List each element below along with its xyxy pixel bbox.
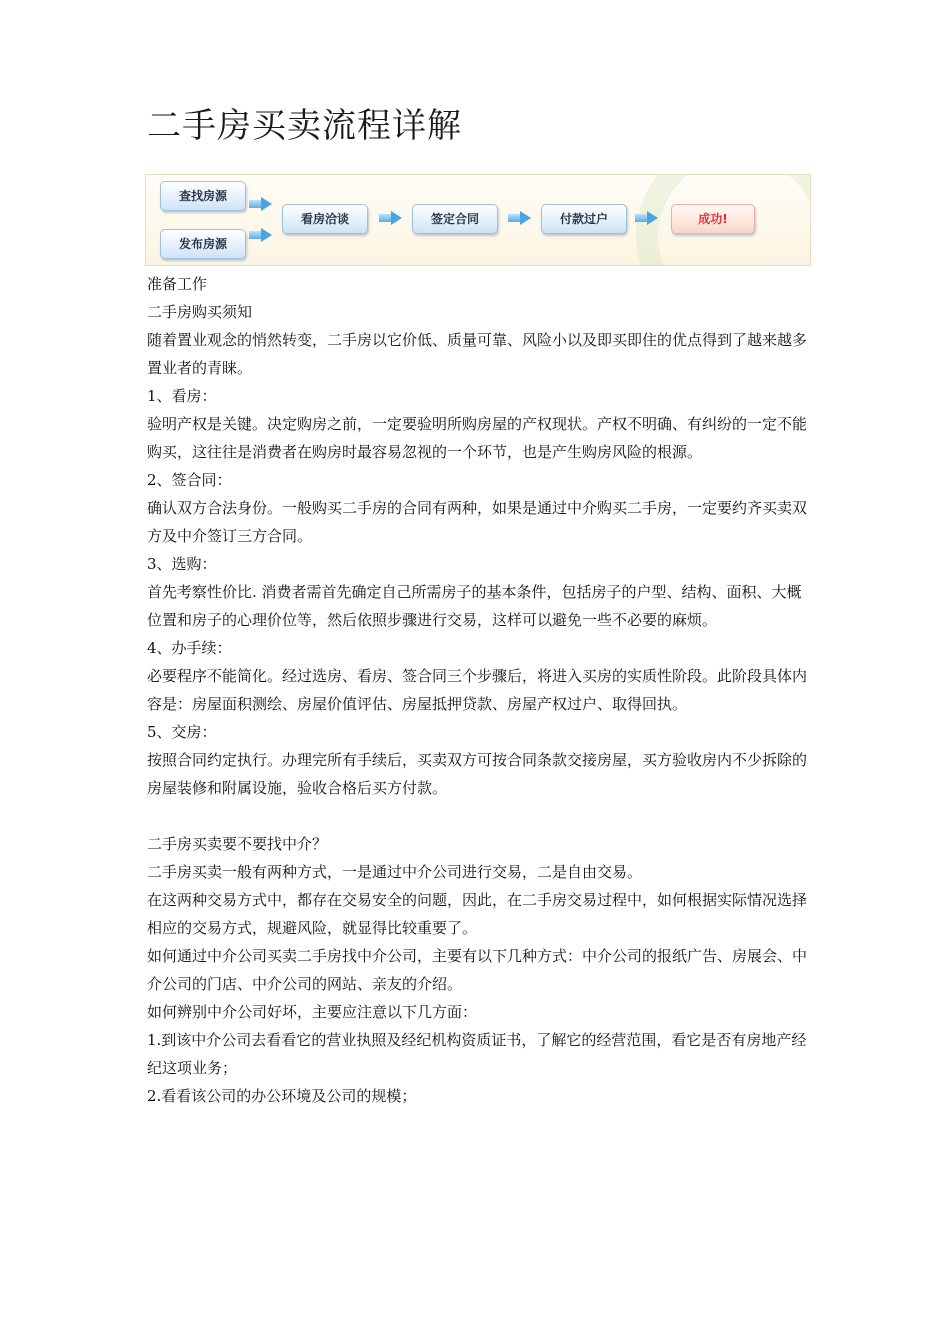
page-title: 二手房买卖流程详解: [147, 106, 462, 146]
step-heading: 4、办手续：: [147, 639, 232, 657]
paragraph: 按照合同约定执行。办理完所有手续后，买卖双方可按合同条款交接房屋，买方验收房内不少拆除的房屋装修和附属设施，验收合格后买方付款。: [147, 751, 808, 797]
arrow-right-icon: [635, 211, 659, 225]
subheading: 二手房购买须知: [147, 303, 253, 321]
arrow-right-icon: [379, 211, 403, 225]
question-heading: 二手房买卖要不要找中介？: [147, 835, 328, 853]
paragraph: 确认双方合法身份。一般购买二手房的合同有两种，如果是通过中介购买二手房，一定要约齐买卖双方及中介签订三方合同。: [147, 499, 808, 545]
step-heading: 3、选购：: [147, 555, 217, 573]
arrow-right-icon: [249, 228, 273, 242]
article-body: [147, 270, 807, 1110]
blank-line: [147, 802, 807, 830]
step-heading: 1、看房：: [147, 387, 217, 405]
paragraph: 首先考察性价比. 消费者需首先确定自己所需房子的基本条件，包括房子的户型、结构、面积、大概位置和房子的心理价位等，然后依照步骤进行交易，这样可以避免一些不必要的麻烦。: [147, 583, 802, 629]
list-item: 1.到该中介公司去看看它的营业执照及经纪机构资质证书，了解它的经营范围，看它是否有房地产经纪这项业务；: [147, 1031, 807, 1077]
process-flow-diagram: [145, 174, 811, 266]
flow-step-view: 看房洽谈: [282, 204, 368, 234]
paragraph: 在这两种交易方式中，都存在交易安全的问题，因此，在二手房交易过程中，如何根据实际情况选择相应的交易方式，规避风险，就显得比较重要了。: [147, 891, 808, 937]
section-heading: 准备工作: [147, 275, 208, 293]
paragraph: 验明产权是关键。决定购房之前，一定要验明所购房屋的产权现状。产权不明确、有纠纷的一定不能购买，这往往是消费者在购房时最容易忽视的一个环节，也是产生购房风险的根源。: [147, 415, 808, 461]
arrow-right-icon: [508, 211, 532, 225]
paragraph: 二手房买卖一般有两种方式，一是通过中介公司进行交易，二是自由交易。: [147, 863, 643, 881]
paragraph: 如何辨别中介公司好坏，主要应注意以下几方面：: [147, 1003, 478, 1021]
flow-step-success: 成功!: [671, 204, 755, 234]
step-heading: 2、签合同：: [147, 471, 232, 489]
flow-step-find: 查找房源: [160, 181, 246, 211]
step-heading: 5、交房：: [147, 723, 217, 741]
flow-step-publish: 发布房源: [160, 229, 246, 259]
flow-step-pay: 付款过户: [541, 204, 627, 234]
list-item: 2.看看该公司的办公环境及公司的规模；: [147, 1087, 417, 1105]
paragraph: 如何通过中介公司买卖二手房找中介公司，主要有以下几种方式：中介公司的报纸广告、房展会、中介公司的门店、中介公司的网站、亲友的介绍。: [147, 947, 808, 993]
paragraph: 必要程序不能简化。经过选房、看房、签合同三个步骤后，将进入买房的实质性阶段。此阶段具体内容是：房屋面积测绘、房屋价值评估、房屋抵押贷款、房屋产权过户、取得回执。: [147, 667, 808, 713]
flow-step-contract: 签定合同: [412, 204, 498, 234]
arrow-right-icon: [249, 197, 273, 211]
paragraph: 随着置业观念的悄然转变，二手房以它价低、质量可靠、风险小以及即买即住的优点得到了越来越多置业者的青睐。: [147, 331, 808, 377]
